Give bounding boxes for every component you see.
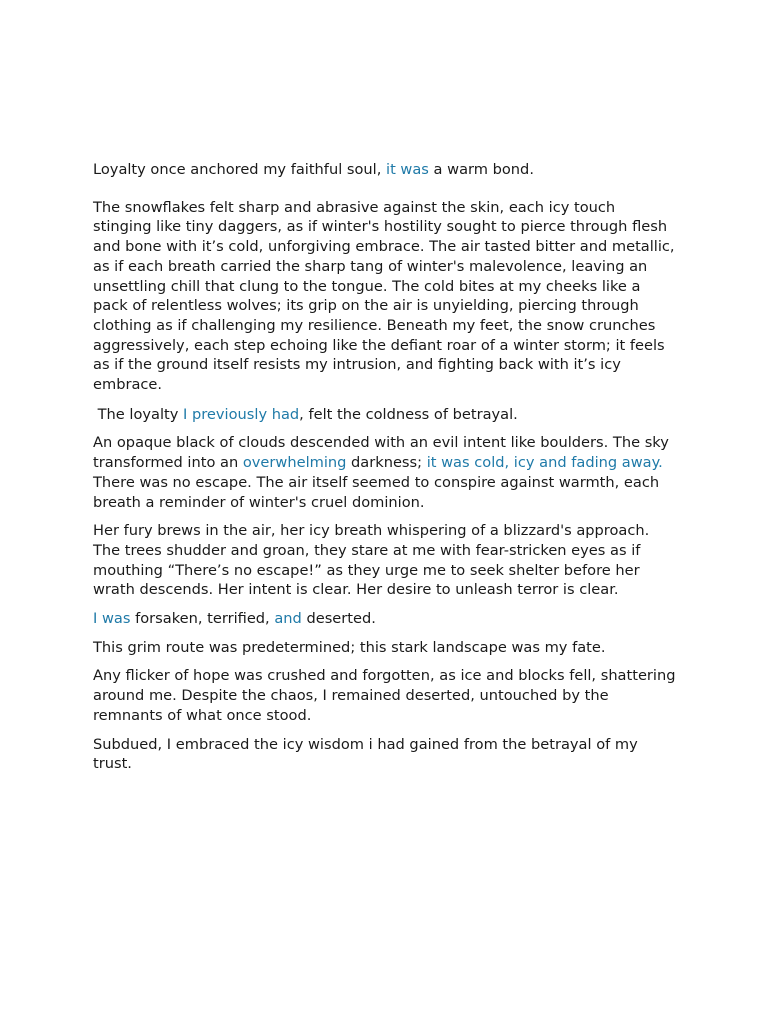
paragraph-4-highlight-2: it was cold, icy and fading away.	[426, 454, 663, 472]
paragraph-1-text-a: Loyalty once anchored my faithful soul,	[93, 161, 387, 178]
paragraph-1-highlight: it was	[386, 161, 429, 178]
paragraph-3-highlight: I previously had	[183, 405, 300, 423]
paragraph-6-text-d: deserted.	[301, 610, 376, 628]
paragraph-9: Subdued, I embraced the icy wisdom i had gained from the betrayal of my trust.	[93, 735, 638, 773]
paragraph-4	[93, 433, 678, 512]
paragraph-3-text-a: The loyalty	[93, 405, 184, 423]
paragraph-4-text-c: darkness;	[346, 454, 427, 472]
paragraph-6-text-b: forsaken, terrified,	[130, 610, 275, 628]
paragraph-1	[93, 160, 678, 180]
paragraph-7: This grim route was predetermined; this stark landscape was my fate.	[93, 638, 606, 656]
document-body	[93, 160, 678, 774]
paragraph-5: Her fury brews in the air, her icy breath whispering of a blizzard's approach. The trees shudder and groan, they stare at me with fear-stricken eyes as if mouthing “There’s no escape!” as they urge me to seek shelter before her wrath descends. Her intent is clear. Her desire to unleash terror is clear.	[93, 522, 650, 599]
paragraph-6-highlight-2: and	[274, 610, 302, 628]
paragraph-6	[93, 609, 678, 629]
paragraph-3-text-c: , felt the coldness of betrayal.	[299, 405, 518, 423]
paragraph-3	[93, 405, 678, 425]
paragraph-4-text-e: There was no escape. The air itself seemed to conspire against warmth, each breath a reminder of winter's cruel dominion.	[93, 473, 660, 511]
paragraph-6-highlight-1: I was	[93, 610, 131, 628]
paragraph-4-text-a: An opaque black of clouds descended with an evil intent like boulders. The sky transformed into an	[93, 434, 669, 472]
paragraph-4-highlight-1: overwhelming	[242, 454, 347, 472]
paragraph-8: Any flicker of hope was crushed and forgotten, as ice and blocks fell, shattering around me. Despite the chaos, I remained deserted, untouched by the remnants of what once stood.	[93, 667, 676, 724]
paragraph-2: The snowflakes felt sharp and abrasive against the skin, each icy touch stinging like tiny daggers, as if winter's hostility sought to pierce through flesh and bone with it’s cold, unforgiving embrace. The air tasted bitter and metallic, as if each breath carried the sharp tang of winter's malevolence, leaving an unsettling chill that clung to the tongue. The cold bites at my cheeks like a pack of relentless wolves; its grip on the air is unyielding, piercing through clothing as if challenging my resilience. Beneath my feet, the snow crunches aggressively, each step echoing like the defiant roar of a winter storm; it feels as if the ground itself resists my intrusion, and fighting back with it’s icy embrace.	[93, 198, 675, 394]
paragraph-1-text-c: a warm bond.	[428, 161, 534, 178]
